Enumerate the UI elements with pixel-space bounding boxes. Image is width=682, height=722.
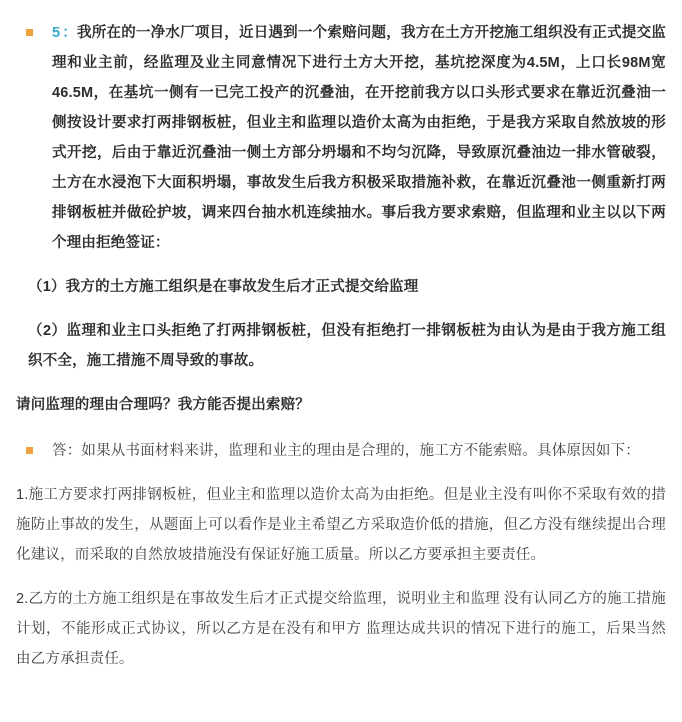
question-reason-1: （1）我方的土方施工组织是在事故发生后才正式提交给监理 [28,279,419,295]
answer-point-1: 1.施工方要求打两排钢板桩，但业主和监理以造价太高为由拒绝。但是业主没有叫你不采取有效的措施防止事故的发生，从题面上可以看作是业主希望乙方采取造价低的措施，但乙方没有继续提出合理化建议，而采取的自然放坡措施没有保证好施工质量。所以乙方要承担主要责任。 [16,487,666,563]
question-text: 我所在的一净水厂项目，近日遇到一个索赔问题，我方在土方开挖施工组织没有正式提交监理和业主前，经监理及业主同意情况下进行土方大开挖，基坑挖深度为4.5M，上口长98M宽46.5M，在基坑一侧有一已完工投产的沉叠油，在开挖前我方以口头形式要求在靠近沉叠油一侧按设计要求打两排钢板桩，但业主和监理以造价太高为由拒绝，于是我方采取自然放坡的形式开挖，后由于靠近沉叠油一侧土方部分坍塌和不均匀沉降，导致原沉叠油边一排水管破裂，土方在水浸泡下大面积坍塌，事故发生后我方积极采取措施补救，在靠近沉叠池一侧重新打两排钢板桩并做砼护坡，调来四台抽水机连续抽水。事后我方要求索赔，但监理和业主以以下两个理由拒绝签证： [52,25,667,251]
question-paragraph [14,18,666,258]
answer-point-2: 2.乙方的土方施工组织是在事故发生后才正式提交给监理，说明业主和监理 没有认同乙方的施工措施计划，不能形成正式协议，所以乙方是在没有和甲方 监理达成共识的情况下进行的施工，后果当然由乙方承担责任。 [16,591,666,667]
answer-paragraph [14,436,666,466]
question-number: 5 [52,25,61,41]
answer-lead-text: 如果从书面材料来讲，监理和业主的理由是合理的，施工方不能索赔。具体原因如下： [81,443,641,459]
question-ask: 请问监理的理由合理吗？我方能否提出索赔？ [16,397,310,413]
question-block [14,18,666,420]
question-reason-2: （2）监理和业主口头拒绝了打两排钢板桩，但没有拒绝打一排钢板桩为由认为是由于我方施工组织不全，施工措施不周导致的事故。 [28,323,666,369]
answer-block [14,436,666,674]
bullet-square-icon [26,447,33,454]
bullet-square-icon [26,29,33,36]
question-colon: ： [62,25,78,41]
answer-label: 答： [52,443,82,459]
